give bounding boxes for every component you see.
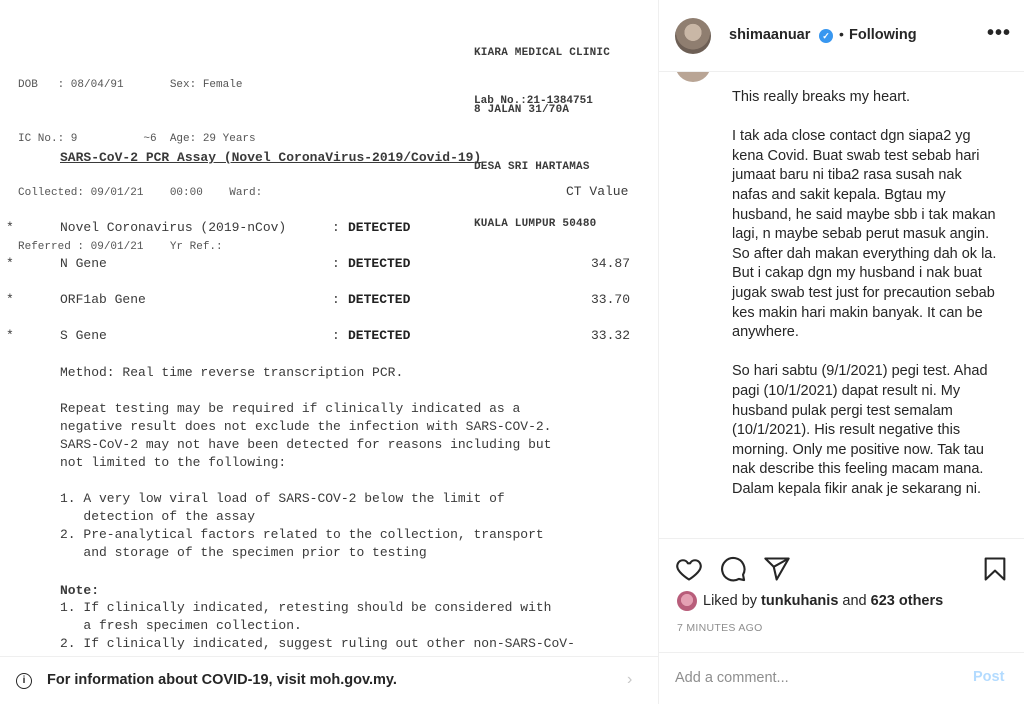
result-ct: 33.70 bbox=[590, 292, 630, 307]
post-actions bbox=[659, 538, 1024, 658]
likes-summary bbox=[703, 593, 943, 609]
result-row bbox=[0, 328, 658, 348]
covid-info-bar[interactable] bbox=[0, 656, 658, 704]
likes-and: and bbox=[842, 593, 867, 609]
result-row bbox=[0, 292, 658, 312]
patient-row: IC No.: 9 ~6 Age: 29 Years bbox=[18, 133, 256, 145]
result-name: S Gene bbox=[60, 328, 107, 343]
patient-row: Referred : 09/01/21 Yr Ref.: bbox=[18, 241, 223, 253]
result-colon: : bbox=[332, 220, 340, 235]
share-icon[interactable] bbox=[763, 555, 791, 583]
liker-avatar[interactable] bbox=[677, 591, 697, 611]
result-row bbox=[0, 220, 658, 240]
post-side-panel bbox=[658, 0, 1024, 704]
method-text: Method: Real time reverse transcription PCR. bbox=[60, 365, 404, 380]
result-name: Novel Coronavirus (2019-nCov) bbox=[60, 220, 287, 235]
following-button[interactable]: Following bbox=[849, 27, 917, 43]
covid-info-text[interactable]: For information about COVID-19, visit moh.gov.my. bbox=[47, 672, 397, 688]
result-colon: : bbox=[332, 256, 340, 271]
clinic-line: 8 JALAN 31/70A bbox=[474, 104, 570, 116]
result-row bbox=[0, 256, 658, 276]
result-marker: * bbox=[6, 256, 14, 271]
verified-badge-icon: ✓ bbox=[819, 29, 833, 43]
add-comment-bar bbox=[659, 652, 1024, 704]
result-ct: 34.87 bbox=[590, 256, 630, 271]
post-comment-button[interactable]: Post bbox=[973, 669, 1005, 685]
post-caption: This really breaks my heart. I tak ada close contact dgn siapa2 yg kena Covid. Buat swab test sebab hari jumaat baru ni tiba2 rasa susah nak nafas and sakit kepala. Bgtau my husband, he said maybe sbb i tak makan lagi, n maybe sebab perut masuk angin. So after dah makan everything dah ok la. But i cakap dgn my husband i nak buat jugak swab test just for precaution sebab kes makin hari makin banyak. It can be anywhere. So hari sabtu (9/1/2021) pegi test. Ahad pagi (10/1/2021) dapat result ni. My husband pulak pergi test semalam (10/1/2021). His result negative this morning. Only me positive now. Tak tau nak describe this feeling macam mana. Dalam kepala fikir anak je sekarang ni. bbox=[732, 89, 997, 497]
assay-title: SARS-CoV-2 PCR Assay (Novel CoronaVirus-2019/Covid-19) bbox=[60, 150, 482, 165]
liker-username-link[interactable]: tunkuhanis bbox=[761, 593, 839, 609]
bookmark-icon[interactable] bbox=[981, 555, 1009, 583]
avatar[interactable] bbox=[675, 72, 711, 82]
note-title: Note: bbox=[60, 583, 100, 598]
result-status: DETECTED bbox=[348, 256, 411, 271]
more-options-icon[interactable]: ••• bbox=[987, 22, 1012, 44]
info-icon: i bbox=[16, 673, 32, 689]
result-colon: : bbox=[332, 292, 340, 307]
comments-scroll-area[interactable] bbox=[659, 72, 1024, 538]
likes-prefix: Liked by bbox=[703, 593, 758, 609]
clinic-line: DESA SRI HARTAMAS bbox=[474, 161, 590, 173]
result-ct: 33.32 bbox=[590, 328, 630, 343]
result-status: DETECTED bbox=[348, 328, 411, 343]
chevron-right-icon: › bbox=[627, 671, 633, 688]
comment-input[interactable] bbox=[675, 665, 955, 691]
reasons-list: 1. A very low viral load of SARS-COV-2 below the limit of detection of the assay 2. Pre-analytical factors related to the collection, transport and storage of the specimen prior to testing bbox=[60, 491, 544, 560]
patient-details bbox=[18, 40, 262, 292]
result-status: DETECTED bbox=[348, 220, 411, 235]
ct-value-header: CT Value bbox=[566, 184, 629, 199]
header-separator: • bbox=[839, 26, 844, 42]
result-marker: * bbox=[6, 220, 14, 235]
comment-icon[interactable] bbox=[719, 555, 747, 583]
result-name: N Gene bbox=[60, 256, 107, 271]
notes-list: 1. If clinically indicated, retesting should be considered with a fresh specimen collection. 2. If clinically indicated, suggest ruling out other non-SARS-CoV- bbox=[60, 600, 575, 651]
likes-others-link[interactable]: 623 others bbox=[870, 593, 944, 609]
clinic-line: KUALA LUMPUR 50480 bbox=[474, 218, 597, 230]
patient-row: DOB : 08/04/91 Sex: Female bbox=[18, 79, 243, 91]
post-timestamp[interactable]: 7 MINUTES AGO bbox=[677, 622, 763, 634]
avatar[interactable] bbox=[675, 18, 711, 54]
clinic-line: KIARA MEDICAL CLINIC bbox=[474, 47, 611, 59]
patient-row: Collected: 09/01/21 00:00 Ward: bbox=[18, 187, 263, 199]
heart-icon[interactable] bbox=[675, 555, 703, 583]
result-colon: : bbox=[332, 328, 340, 343]
result-status: DETECTED bbox=[348, 292, 411, 307]
result-marker: * bbox=[6, 292, 14, 307]
username-link[interactable]: shimaanuar bbox=[729, 27, 811, 43]
result-marker: * bbox=[6, 328, 14, 343]
post-header bbox=[659, 0, 1024, 72]
lab-number: Lab No.:21-1384751 bbox=[474, 95, 593, 107]
repeat-testing-text: Repeat testing may be required if clinically indicated as a negative result does not exclude the infection with SARS-COV-2. SARS-CoV-2 may not have been detected for reasons including but not limited to the following: bbox=[60, 401, 552, 470]
result-name: ORF1ab Gene bbox=[60, 292, 146, 307]
